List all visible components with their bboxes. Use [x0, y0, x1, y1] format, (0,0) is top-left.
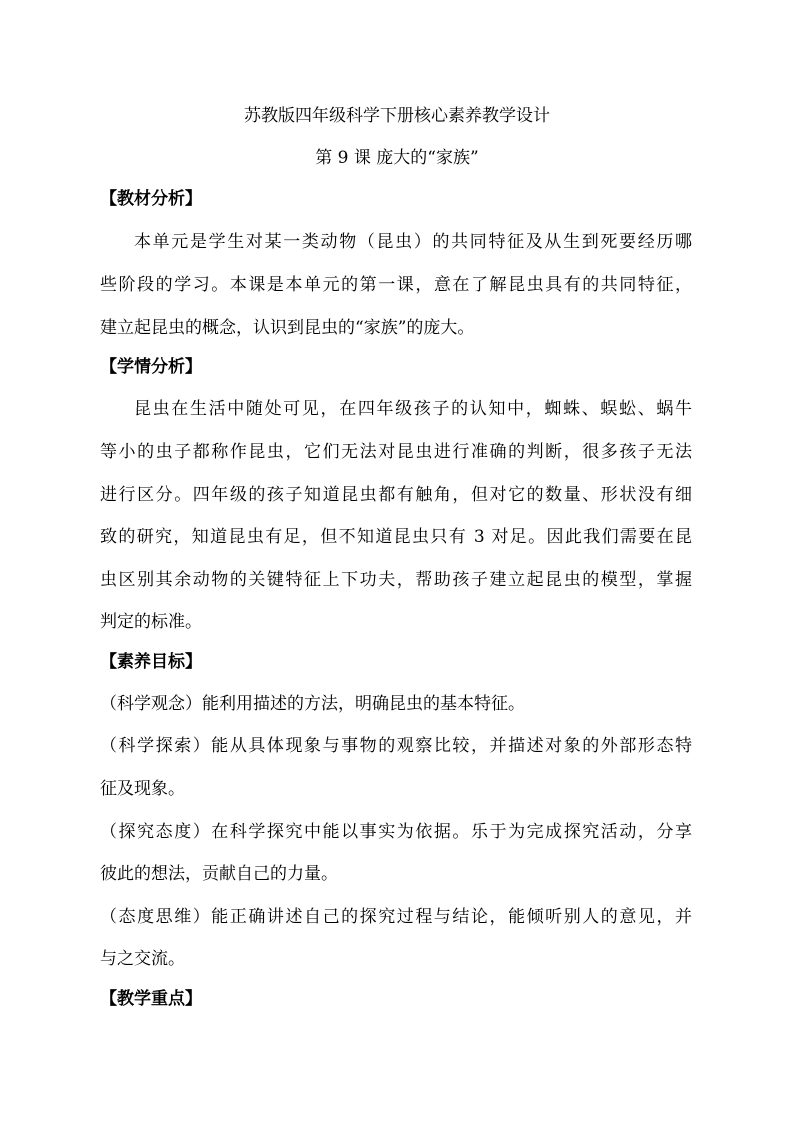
section-heading-student-analysis: 【学情分析】 — [100, 357, 202, 377]
goal-line: （探究态度）在科学探究中能以事实为依据。乐于为完成探究活动，分享 — [100, 822, 692, 842]
section-heading-textbook-analysis: 【教材分析】 — [100, 189, 202, 209]
paragraph-line: 虫区别其余动物的关键特征上下功夫，帮助孩子建立起昆虫的模型，掌握 — [100, 570, 692, 590]
paragraph-line: 建立起昆虫的概念，认识到昆虫的“家族”的庞大。 — [100, 318, 475, 338]
section-heading-literacy-goals: 【素养目标】 — [100, 652, 202, 672]
goal-line: 征及现象。 — [100, 779, 185, 799]
section-heading-teaching-focus: 【教学重点】 — [100, 989, 202, 1009]
paragraph-line: 致的研究，知道昆虫有足，但不知道昆虫只有 3 对足。因此我们需要在昆 — [100, 527, 692, 547]
paragraph-line: 些阶段的学习。本课是本单元的第一课，意在了解昆虫具有的共同特征， — [100, 275, 692, 295]
paragraph-line: 进行区分。四年级的孩子知道昆虫都有触角，但对它的数量、形状没有细 — [100, 485, 692, 505]
document-title: 苏教版四年级科学下册核心素养教学设计 — [244, 106, 550, 126]
lesson-subtitle: 第 9 课 庞大的“家族” — [315, 148, 479, 168]
paragraph-line: 等小的虫子都称作昆虫，它们无法对昆虫进行准确的判断，很多孩子无法 — [100, 442, 692, 462]
goal-line: （科学探索）能从具体现象与事物的观察比较，并描述对象的外部形态特 — [100, 736, 692, 756]
goal-line: （态度思维）能正确讲述自己的探究过程与结论，能倾听别人的意见，并 — [100, 907, 692, 927]
paragraph-line: 本单元是学生对某一类动物（昆虫）的共同特征及从生到死要经历哪 — [134, 232, 692, 252]
goal-line: （科学观念）能利用描述的方法，明确昆虫的基本特征。 — [100, 694, 525, 714]
paragraph-line: 判定的标准。 — [100, 612, 202, 632]
goal-line: 与之交流。 — [100, 949, 185, 969]
goal-line: 彼此的想法，贡献自己的力量。 — [100, 864, 338, 884]
paragraph-line: 昆虫在生活中随处可见，在四年级孩子的认知中，蜘蛛、蜈蚣、蜗牛 — [134, 399, 692, 419]
